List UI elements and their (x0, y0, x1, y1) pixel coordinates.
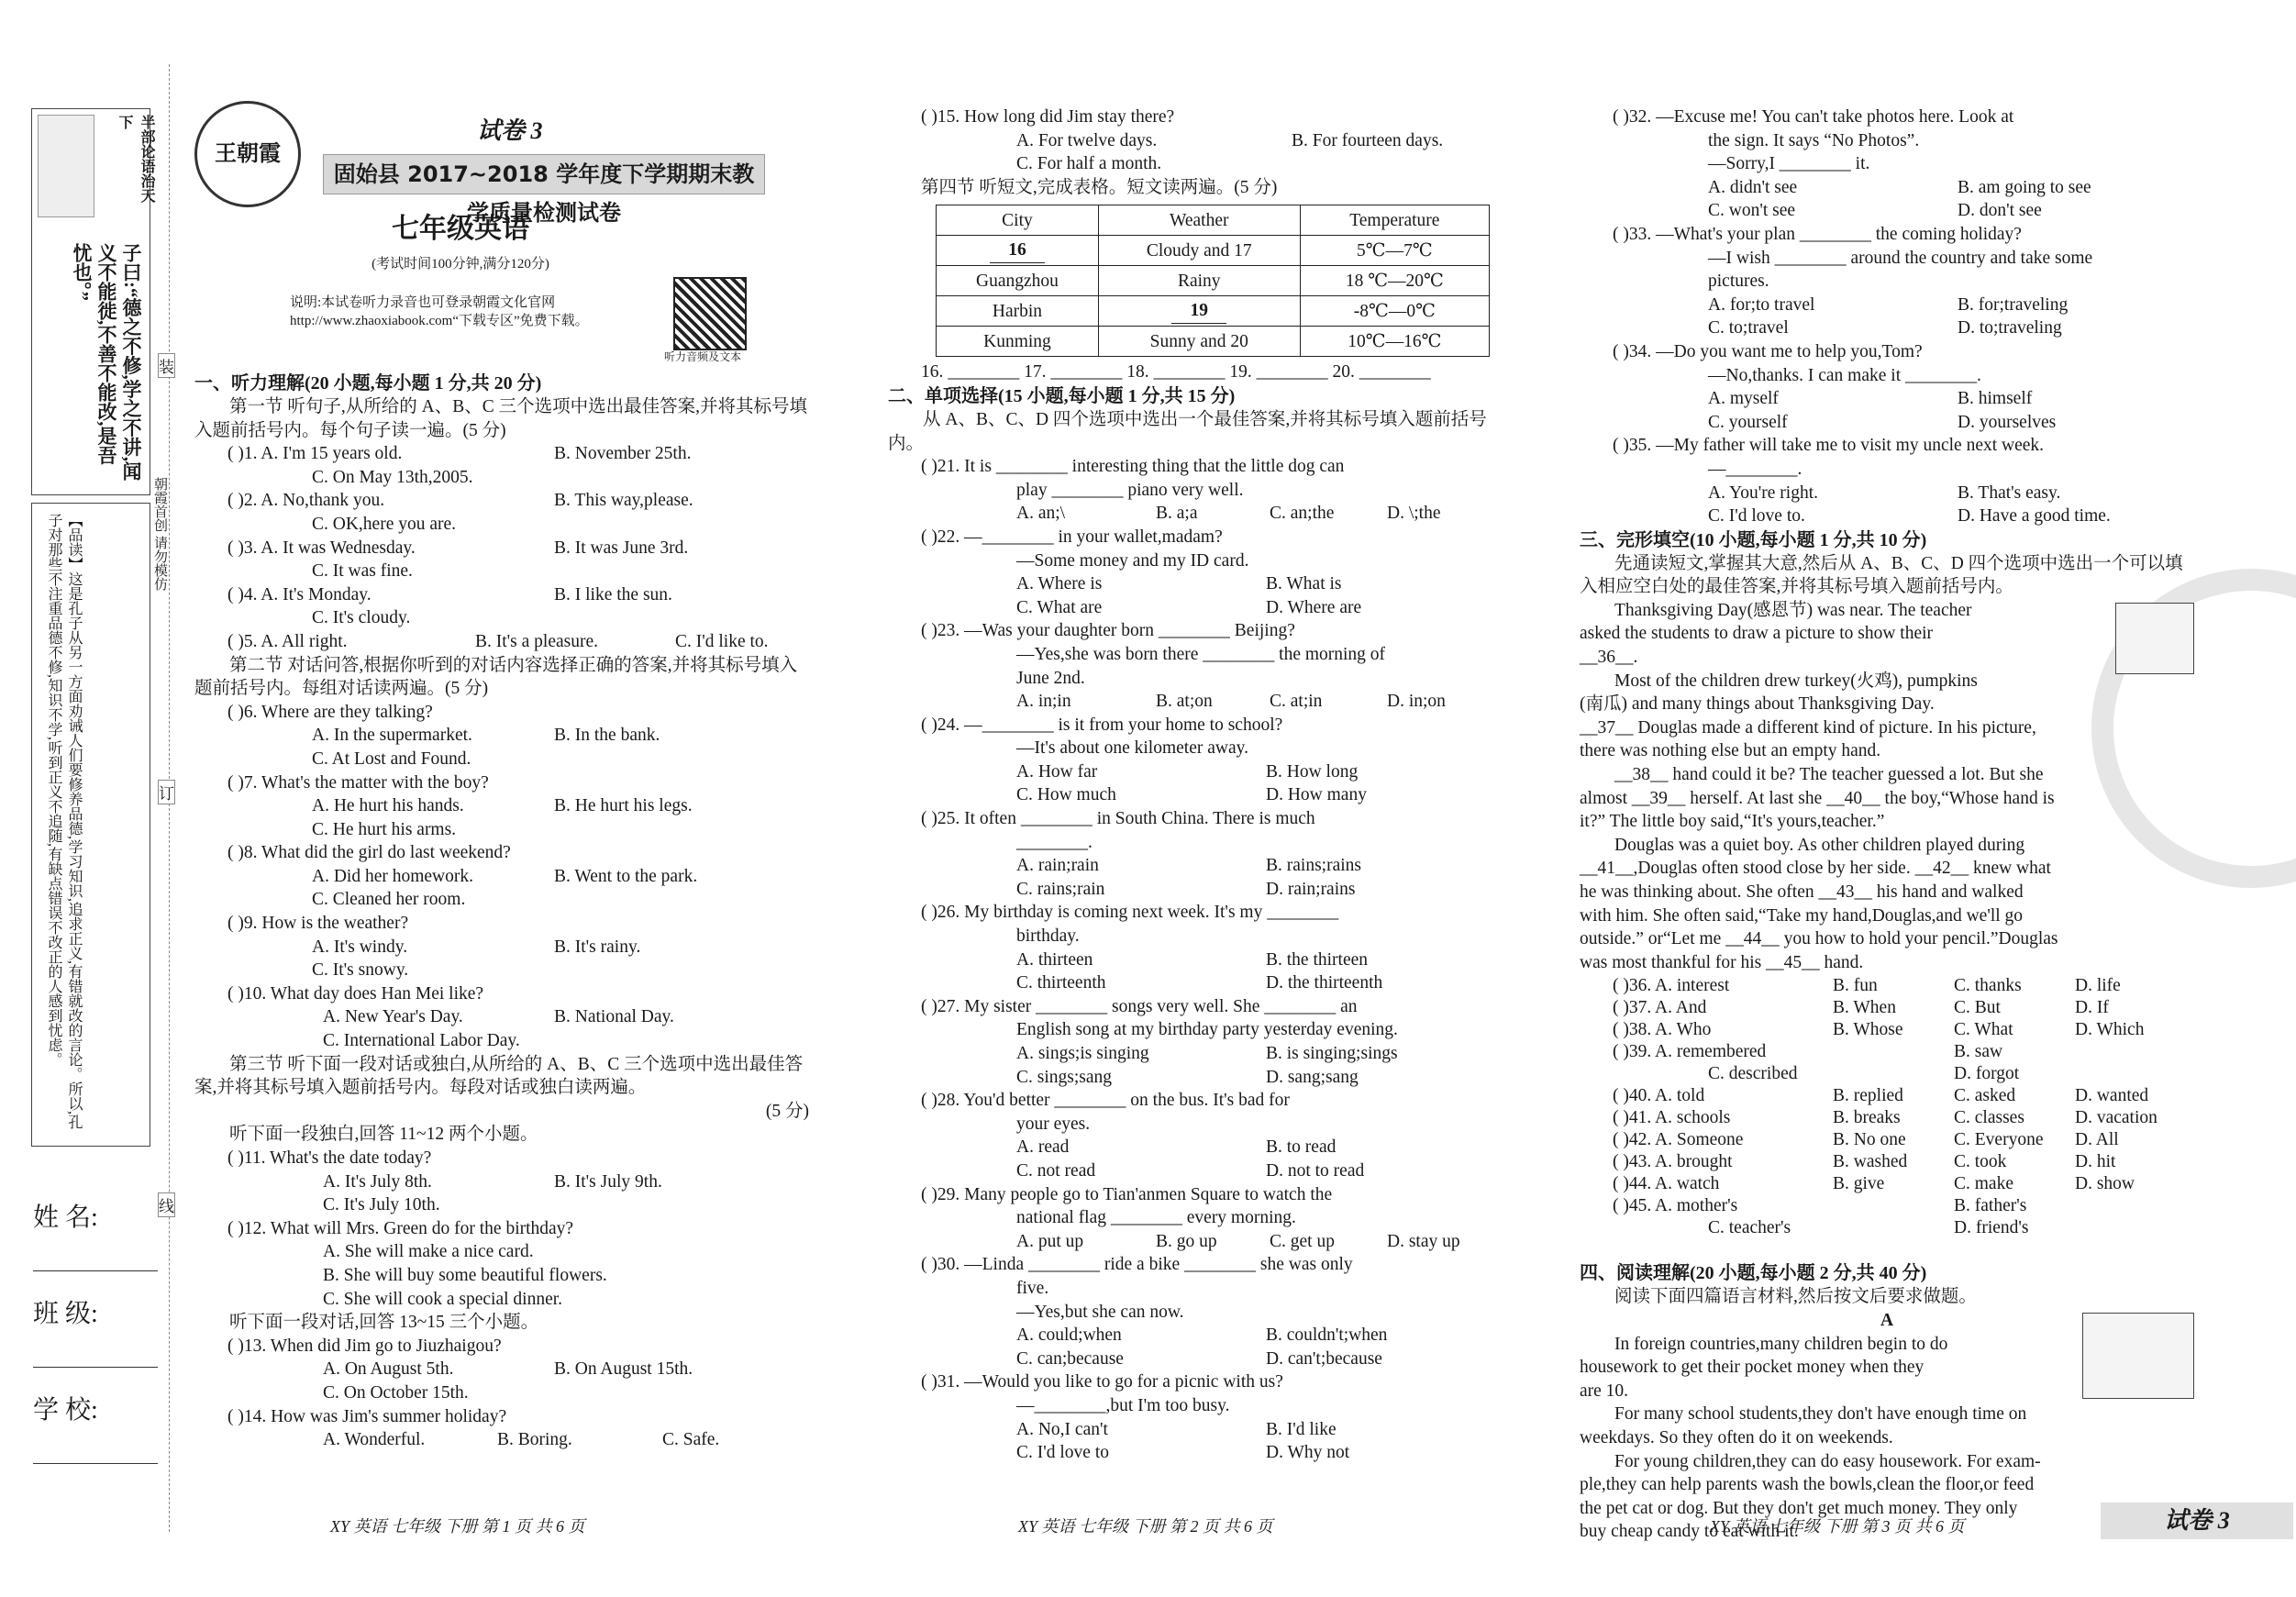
q35[interactable]: ( )35. —My father will take me to visit my uncle next week. (1613, 436, 2045, 456)
motto-top: 半部论语治天下 (116, 115, 154, 203)
cloze-instructions: 先通读短文,掌握其大意,然后从 A、B、C、D 四个选项中选出一个可以填入相应空白处的最佳答案,并将其标号填入题前括号内。 (1580, 553, 2183, 597)
q33[interactable]: ( )33. —What's your plan ________ the coming holiday? (1613, 224, 2022, 244)
paper-number: 试卷 3 (477, 117, 543, 144)
footer-page-1: XY 英语 七年级 下册 第 1 页 共 6 页 (330, 1517, 585, 1536)
reading-text: 【品读】这是孔子从另一方面劝诫人们要修养品德,学习知识,追求正义,有错就改的言论。所以,孔子对那些不注重品德不修,知识不学,听到正义不追随,有缺点错误不改正的人感到忧虑。 (46, 513, 82, 1129)
q37[interactable]: ( )37. A. And B. When C. But D. If (1613, 998, 2109, 1018)
column-1: 一、听力理解(20 小题,每小题 1 分,共 20 分) 第一节 听句子,从所给的 A、B、C 三个选项中选出最佳答案,并将其标号填入题前括号内。每个句子读一遍。(5 分) ( )1. A. I'm 15 years old. B. November 25th. C. On May 13th,2005. ( )2. A. No,thank you. B. This way,please. C. OK,here you are. ( )3. A. It was Wednesday. B. It was June 3rd. C. It was fine. ( )4. A. It's Monday. B. I like the sun. C. It's cloudy. ( )5. A. All right. B. It's a pleasure. C. I'd like to. 第二节 对话问答,根据你听到的对话内容选择正确的答案,并将其标号填入题前括号内。每组对话读两遍。(5 分) ( )6. Where are they talking? A. In the supermarket. B. In the bank. C. At Lost and Found. ( )7. What's the matter with the boy? A. He hurt his hands. B. He hurt his legs. C. He hurt his arms. ( )8. What did the girl do last weekend? A. Did her homework. B. Went to the park. C. Cleaned her room. ( )9. How is the weather? A. It's windy. B. It's rainy. C. It's snowy. ( )10. What day does Han Mei like? A. New Year's Day. B. National Day. C. International Labor Day. 第三节 听下面一段对话或独白,从所给的 A、B、C 三个选项中选出最佳答案,并将其标号填入题前括号内。每段对话或独白读两遍。 (5 分) 听下面一段独白,回答 11~12 两个小题。 ( )11. What's the date today? A. It's July 8th. B. It's July 9th. C. It's July 10th. ( )12. What will Mrs. Green do for the birthday? A. She will make a nice card. B. She will buy some beautiful flowers. C. She will cook a special dinner. 听下面一段对话,回答 13~15 三个小题。 ( )13. When did Jim go to Jiuzhaigou? A. On August 5th. B. On August 15th. C. On October 15th. ( )14. How was Jim's summer holiday? A. Wonderful. B. Boring. C. Safe. (194, 373, 809, 1450)
q14[interactable]: ( )14. How was Jim's summer holiday? (227, 1406, 507, 1426)
q39[interactable]: ( )39. A. remembered B. saw (1613, 1042, 2003, 1062)
th-temp: Temperature (1300, 205, 1489, 236)
q7[interactable]: ( )7. What's the matter with the boy? (227, 772, 489, 793)
cell-18[interactable]: 18 ℃—20℃ (1300, 266, 1489, 296)
q3[interactable]: ( )3. A. It was Wednesday. B. It was June 3rd. (227, 538, 689, 558)
q2[interactable]: ( )2. A. No,thank you. B. This way,please. (227, 491, 693, 511)
class-label: 班 级: (33, 1300, 98, 1328)
q12[interactable]: ( )12. What will Mrs. Green do for the birthday? (227, 1218, 574, 1238)
q31[interactable]: ( )31. —Would you like to go for a picnic with us? (921, 1372, 1283, 1392)
footer-page-3: XY 英语 七年级 下册 第 3 页 共 6 页 (1710, 1517, 1965, 1536)
q30[interactable]: ( )30. —Linda ________ ride a bike ________ she was only (921, 1255, 1353, 1275)
q26[interactable]: ( )26. My birthday is coming next week. It's my ________ (921, 903, 1339, 923)
q42[interactable]: ( )42. A. Someone B. No one C. Everyone D. All (1613, 1130, 2119, 1150)
name-label: 姓 名: (33, 1203, 98, 1232)
q1[interactable]: ( )1. A. I'm 15 years old. B. November 25th. (227, 444, 692, 464)
footer-paper-tag: 试卷 3 (2101, 1503, 2293, 1539)
quote-text: 子曰:“德之不修,学之不讲,闻义不能徙,不善不能改,是吾忧也。” (71, 243, 142, 481)
q15[interactable]: ( )15. How long did Jim stay there? (921, 107, 1175, 127)
q41[interactable]: ( )41. A. schools B. breaks C. classes D. vacation (1613, 1108, 2157, 1128)
passage-a-title: A (1880, 1310, 1894, 1330)
cloze-passage: Thanksgiving Day(感恩节) was near. The teacher asked the students to draw a picture to show their __36__. Most of the children drew turkey(火鸡), pumpkins (南瓜) and many things about Thanksgiving Day. __37__ Douglas made a different kind of picture. In his picture, there was nothing else but an empty hand. __38__ hand could it be? The teacher guessed a lot. But she almost __39__ herself. At last she __40__ the boy,“Whose hand is it?” The little boy said,“It's yours,teacher.” Douglas was a quiet boy. As other children played during __41__,Douglas often stood close by her side. __42__ knew what he was thinking about. She often __43__ his hand and walked with him. She often said,“Take my hand,Douglas,and we'll go outside.” or“Let me __44__ you how to hold your pencil.”Douglas was most thankful for his __45__ hand. (1580, 599, 2194, 975)
listening-part3-points: (5 分) (765, 1101, 809, 1121)
reading-box (31, 503, 150, 1147)
q40[interactable]: ( )40. A. told B. replied C. asked D. wanted (1613, 1086, 2149, 1106)
binding-margin (0, 0, 174, 1597)
q8[interactable]: ( )8. What did the girl do last weekend? (227, 843, 511, 863)
section-single-choice: 二、单项选择(15 小题,每小题 1 分,共 15 分) (888, 385, 1236, 406)
time-note: (考试时间100分钟,满分120分) (372, 257, 549, 272)
column-3: ( )32. —Excuse me! You can't take photos here. Look at the sign. It says “No Photos”. —Sorry,I ________ it. A. didn't see B. am going to see C. won't see D. don't see ( )33. —What's your plan ________ the coming holiday? —I wish ________ around the country and take some pictures. A. for;to travel B. for;traveling C. to;travel D. to;traveling ( )34. —Do you want me to help you,Tom? —No,thanks. I can make it ________. A. myself B. himself C. yourself D. yourselves ( )35. —My father will take me to visit my uncle next week. —________. A. You're right. B. That's easy. C. I'd love to. D. Have a good time. 三、完形填空(10 小题,每小题 1 分,共 10 分) 先通读短文,掌握其大意,然后从 A、B、C、D 四个选项中选出一个可以填入相应空白处的最佳答案,并将其标号填入题前括号内。 Thanksgiving Day(感恩节) was near. The teacher asked the students to draw a picture to show their __36__. Most of the children drew turkey(火鸡), pumpkins (南瓜) and many things about Thanksgiving Day. __37__ Douglas made a different kind of picture. In his picture, there was nothing else but an empty hand. __38__ hand could it be? The teacher guessed a lot. But she almost __39__ herself. At last she __40__ the boy,“Whose hand is it?” The little boy said,“It's yours,teacher.” Douglas was a quiet boy. As other children played during __41__,Douglas often stood close by her side. __42__ knew what he was thinking about. She often __43__ his hand and walked with him. She often said,“Take my hand,Douglas,and we'll go outside.” or“Let me __44__ you how to hold your pencil.”Douglas was most thankful for his __45__ hand. ( )36. A. interest B. fun C. thanks D. life ( )37. A. And B. When C. But D. If ( )38. A. Who B. Whose C. What D. Which ( )39. A. remembered B. saw C. described D. forgot ( )40. A. told B. replied C. asked D. wanted ( )41. A. schools B. breaks C. classes D. vacation ( )42. A. Someone B. No one C. Everyone D. All ( )43. A. brought B. washed C. took D. hit ( )44. A. watch B. give C. make D. show ( )45. A. mother's B. father's C. teacher's D. friend's 四、阅读理解(20 小题,每小题 2 分,共 40 分) 阅读下面四篇语言材料,然后按文后要求做题。 A In foreign countries,many children begin to do housework to get their pocket money when they are 10. For many school students,they don't have enough time on weekdays. So they often do it on weekends. For young children,they can do easy housework. For exam- ple,they can help parents wash the bowls,clean the floor,or feed the pet cat or dog. But they don't get much money. They only buy cheap candy to eat with it. (1580, 105, 2194, 1544)
reading-instructions: 阅读下面四篇语言材料,然后按文后要求做题。 (1614, 1287, 1977, 1307)
single-choice-instructions: 从 A、B、C、D 四个选项中选出一个最佳答案,并将其标号填入题前括号内。 (888, 409, 1487, 453)
binding-mark-1: 装 (158, 353, 175, 378)
column-2: ( )15. How long did Jim stay there? A. For twelve days. B. For fourteen days. C. For half a month. 第四节 听短文,完成表格。短文读两遍。(5 分) City Weather Temperature 16 Cloudy and 17 5℃—7℃ Guangzhou Rainy 18 ℃—20℃ Harbin 19 -8℃—0℃ Kunming Sunny and 20 10℃—16℃ 16. ________ 17. ________ 18. ________ 19. ________ 20. ________ 二、单项选择(15 小题,每小题 1 分,共 15 分) 从 A、B、C、D 四个选项中选出一个最佳答案,并将其标号填入题前括号内。 ( )21. It is ________ interesting thing that the little dog can play ________ piano very well. A. an;\ B. a;a C. an;the D. \;the ( )22. —________ in your wallet,madam? —Some money and my ID card. A. Where is B. What is C. What are D. Where are ( )23. —Was your daughter born ________ Beijing? —Yes,she was born there ________ the morning of June 2nd. A. in;in B. at;on C. at;in D. in;on ( )24. —________ is it from your home to school? —It's about one kilometer away. A. How far B. How long C. How much D. How many ( )25. It often ________ in South China. There is much ________. A. rain;rain B. rains;rains C. rains;rain D. rain;rains ( )26. My birthday is coming next week. It's my ________ birthday. A. thirteen B. the thirteen C. thirteenth D. the thirteenth ( )27. My sister ________ songs very well. She ________ an English song at my birthday party yesterday evening. A. sings;is singing B. is singing;sings C. sings;sang D. sang;sang ( )28. You'd better ________ on the bus. It's bad for your eyes. A. read B. to read C. not read D. not to read ( )29. Many people go to Tian'anmen Square to watch the national flag ________ every morning. A. put up B. go up C. get up D. stay up ( )30. —Linda ________ ride a bike ________ she was only five. —Yes,but she can now. A. could;when B. couldn't;when C. can;because D. can't;because ( )31. —Would you like to go for a picnic with us? —________,but I'm too busy. A. No,I can't B. I'd like C. I'd love to D. Why not (888, 105, 1503, 1465)
q45[interactable]: ( )45. A. mother's B. father's (1613, 1196, 2027, 1216)
q13[interactable]: ( )13. When did Jim go to Jiuzhaigou? (227, 1336, 502, 1356)
cell-19[interactable]: 19 (1098, 296, 1300, 327)
listening-part2-instructions: 第二节 对话问答,根据你听到的对话内容选择正确的答案,并将其标号填入题前括号内。每组对话读两遍。(5 分) (194, 655, 798, 699)
q24[interactable]: ( )24. —________ is it from your home to school? (921, 715, 1283, 735)
cloze-options: ( )36. A. interest B. fun C. thanks D. life ( )37. A. And B. When C. But D. If ( )38. A. Who B. Whose C. What D. Which ( )39. A. remembered B. saw C. described D. forgot ( )40. A. told B. replied C. asked D. wanted ( )41. A. schools B. breaks C. classes D. vacation ( )42. A. Someone B. No one C. Everyone D. All ( )43. A. brought B. washed C. took D. hit ( )44. A. watch B. give C. make D. show ( )45. A. mother's B. father's C. teacher's D. friend's (1580, 974, 2194, 1261)
q21[interactable]: ( )21. It is ________ interesting thing that the little dog can (921, 457, 1345, 477)
weather-table: City Weather Temperature 16 Cloudy and 17 5℃—7℃ Guangzhou Rainy 18 ℃—20℃ Harbin 19 -8℃—0℃ Kunming Sunny and 20 10℃—16℃ (936, 205, 1490, 357)
quote-box (31, 108, 154, 495)
listening-part4-instructions: 第四节 听短文,完成表格。短文读两遍。(5 分) (921, 177, 1278, 197)
subject-title: 七年级英语 (392, 213, 529, 245)
binding-mark-3: 线 (158, 1192, 175, 1217)
q9[interactable]: ( )9. How is the weather? (227, 914, 409, 934)
dialogue-note: 听下面一段对话,回答 13~15 三个小题。 (229, 1313, 539, 1333)
q5[interactable]: ( )5. A. All right. B. It's a pleasure. C. I'd like to. (227, 631, 769, 651)
q6[interactable]: ( )6. Where are they talking? (227, 702, 433, 722)
section-reading: 四、阅读理解(20 小题,每小题 2 分,共 40 分) (1580, 1263, 1927, 1284)
q43[interactable]: ( )43. A. brought B. washed C. took D. hit (1613, 1152, 2116, 1172)
q32[interactable]: ( )32. —Excuse me! You can't take photos here. Look at (1613, 107, 2014, 127)
section-cloze: 三、完形填空(10 小题,每小题 1 分,共 10 分) (1580, 529, 1927, 550)
q4[interactable]: ( )4. A. It's Monday. B. I like the sun. (227, 584, 672, 604)
qr-caption: 听力音频及文本 (664, 350, 742, 363)
listening-part1-instructions: 第一节 听句子,从所给的 A、B、C 三个选项中选出最佳答案,并将其标号填入题前括号内。每个句子读一遍。(5 分) (194, 397, 807, 440)
school-label: 学 校: (33, 1396, 98, 1425)
q36[interactable]: ( )36. A. interest B. fun C. thanks D. life (1613, 976, 2121, 996)
seal-text: 朝霞首创 请勿模仿 (152, 477, 167, 591)
logo-seal: 王朝霞 (194, 101, 301, 207)
q25[interactable]: ( )25. It often ________ in South China. There is much (921, 809, 1315, 829)
q38[interactable]: ( )38. A. Who B. Whose C. What D. Which (1613, 1020, 2145, 1040)
q34[interactable]: ( )34. —Do you want me to help you,Tom? (1613, 341, 1923, 361)
passage-a: In foreign countries,many children begin to do housework to get their pocket money when they are 10. For many school students,they don't have enough time on weekdays. So they often do it on weekends. For young children,they can do easy housework. For exam- ple,they can help parents wash the bowls,clean the floor,or feed the pet cat or dog. But they don't get much money. They only buy cheap candy to eat with it. (1580, 1333, 2194, 1544)
monologue-note: 听下面一段独白,回答 11~12 两个小题。 (229, 1125, 538, 1145)
cell-17[interactable]: Cloudy and 17 (1098, 236, 1300, 266)
cell-16[interactable]: 16 (937, 236, 1099, 266)
school-line[interactable] (33, 1463, 158, 1464)
q10[interactable]: ( )10. What day does Han Mei like? (227, 983, 484, 1004)
q29[interactable]: ( )29. Many people go to Tian'anmen Square to watch the (921, 1184, 1333, 1204)
q22[interactable]: ( )22. —________ in your wallet,madam? (921, 527, 1223, 547)
cell-20[interactable]: Sunny and 20 (1098, 327, 1300, 357)
section-listening: 一、听力理解(20 小题,每小题 1 分,共 20 分) (194, 373, 542, 394)
q28[interactable]: ( )28. You'd better ________ on the bus. It's bad for (921, 1091, 1290, 1111)
q44[interactable]: ( )44. A. watch B. give C. make D. show (1613, 1174, 2135, 1194)
footer-page-2: XY 英语 七年级 下册 第 2 页 共 6 页 (1018, 1517, 1273, 1536)
class-line[interactable] (33, 1367, 158, 1368)
confucius-illustration (38, 115, 94, 217)
audio-note: 说明:本试卷听力录音也可登录朝霞文化官网 http://www.zhaoxiabook.com“下载专区”免费下载。 (290, 295, 589, 328)
qr-code[interactable] (673, 277, 747, 350)
q11[interactable]: ( )11. What's the date today? (227, 1148, 432, 1168)
q27[interactable]: ( )27. My sister ________ songs very well. She ________ an (921, 996, 1358, 1016)
q23[interactable]: ( )23. —Was your daughter born ________ Beijing? (921, 621, 1295, 641)
listening-part3-instructions: 第三节 听下面一段对话或独白,从所给的 A、B、C 三个选项中选出最佳答案,并将其标号填入题前括号内。每段对话或独白读两遍。 (194, 1054, 804, 1098)
name-line[interactable] (33, 1270, 158, 1271)
exam-title: 固始县 2017~2018 学年度下学期期末教学质量检测试卷 (323, 154, 765, 194)
answer-line-16-20[interactable]: 16. ________ 17. ________ 18. ________ 19. ________ 20. ________ (921, 362, 1431, 383)
th-weather: Weather (1098, 205, 1300, 236)
th-city: City (937, 205, 1099, 236)
binding-mark-2: 订 (158, 780, 175, 804)
